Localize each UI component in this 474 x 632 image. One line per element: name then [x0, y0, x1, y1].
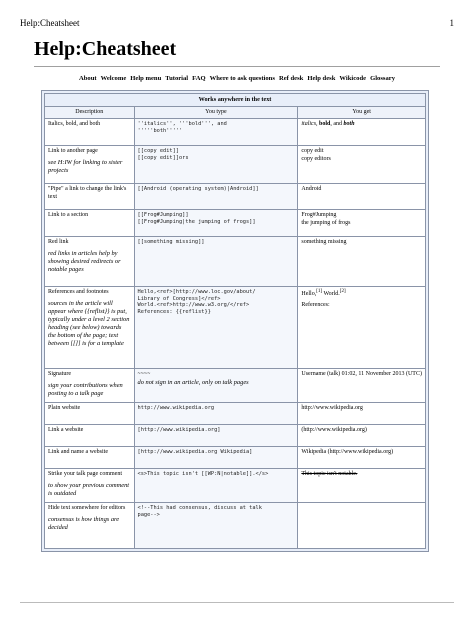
struck-text: This topic isn't notable. — [301, 471, 358, 478]
description-cell: Italics, bold, and both — [45, 119, 135, 146]
result-link[interactable]: (http://www.wikipedia.org) — [301, 427, 367, 434]
references-label: References: — [301, 301, 330, 308]
description-note: sources in the article will appear where {{reflist}} is put, typically under a level 2 section heading (see below) towards the bottom of the page; text between [[]] is for a template — [48, 299, 130, 347]
footer-rule — [20, 602, 454, 603]
result-link[interactable]: Wikipedia (http://www.wikipedia.org) — [301, 449, 394, 456]
running-header — [20, 18, 454, 28]
table-row-section-link — [45, 210, 426, 237]
page-number: 1 — [449, 18, 454, 28]
column-header-you-type: You type — [134, 106, 298, 119]
result-cell — [298, 469, 426, 503]
result-link[interactable]: Frog#Jumping — [301, 212, 337, 219]
table-row-references — [45, 287, 426, 369]
description-note: see H:IW for linking to sister projects — [48, 158, 123, 174]
description-cell: Red link red links in articles help by showing desired redirects or notable pages — [45, 237, 135, 287]
result-cell: Hello,[1] World.[2] References: — [298, 287, 426, 369]
markup-cell: ''italics'', '''bold''', and '''''both''''' — [134, 119, 298, 146]
result-cell — [298, 425, 426, 447]
table-row-hide-text — [45, 503, 426, 549]
table-row-red-link — [45, 237, 426, 287]
footnote-marker[interactable]: [2] — [339, 289, 346, 295]
description-cell: Link to a section — [45, 210, 135, 237]
table-row-strike-comment — [45, 469, 426, 503]
result-cell — [298, 369, 426, 403]
nav-link-where-to-ask[interactable]: Where to ask questions — [209, 75, 275, 82]
table-row-pipe-link — [45, 184, 426, 210]
table-row-link-website — [45, 425, 426, 447]
nav-link-glossary[interactable]: Glossary — [370, 75, 395, 82]
result-cell — [298, 184, 426, 210]
table-row-link-page — [45, 146, 426, 184]
page-title: Help:Cheatsheet — [34, 38, 177, 60]
cheatsheet-table — [44, 93, 426, 549]
description-cell: "Pipe" a link to change the link's text — [45, 184, 135, 210]
column-header-you-get: You get — [298, 106, 426, 119]
table-row-italics-bold — [45, 119, 426, 146]
markup-cell: [[Android (operating system)|Android]] — [134, 184, 298, 210]
result-cell — [298, 210, 426, 237]
description-note: to show your previous comment is outdated — [48, 481, 130, 497]
markup-cell: [[Frog#Jumping]] [[Frog#Jumping|the jumping of frogs]] — [134, 210, 298, 237]
help-nav-links — [34, 75, 440, 82]
description-cell: Link to another page see H:IW for linking to sister projects — [45, 146, 135, 184]
markup-cell: [[something missing]] — [134, 237, 298, 287]
description-note: consensus is how things are decided — [48, 515, 120, 531]
nav-link-welcome[interactable]: Welcome — [100, 75, 127, 82]
description-cell: Signature sign your contributions when posting to a talk page — [45, 369, 135, 403]
result-cell: italics, bold, and both — [298, 119, 426, 146]
result-cell — [298, 146, 426, 184]
markup-cell: [http://www.wikipedia.org] — [134, 425, 298, 447]
column-header-description: Description — [45, 106, 135, 119]
signature-text: Username (talk) 01:02, 11 November 2013 (UTC) — [301, 371, 422, 378]
nav-link-about[interactable]: About — [79, 75, 97, 82]
nav-link-help-menu[interactable]: Help menu — [130, 75, 162, 82]
description-cell: Strike your talk page comment to show your previous comment is outdated — [45, 469, 135, 503]
cheatsheet-box — [41, 90, 429, 552]
footnote-marker[interactable]: [1] — [316, 289, 323, 295]
table-row-signature — [45, 369, 426, 403]
result-cell — [298, 237, 426, 287]
markup-cell: ~~~~ do not sign in an article, only on talk pages — [134, 369, 298, 403]
description-note: red links in articles help by showing desired redirects or notable pages — [48, 249, 121, 273]
table-row-named-website — [45, 447, 426, 469]
markup-cell: [[copy edit]] [[copy edit]]ors — [134, 146, 298, 184]
result-cell-empty — [298, 503, 426, 549]
markup-note: do not sign in an article, only on talk pages — [137, 378, 249, 386]
result-link[interactable]: http://www.wikipedia.org — [301, 405, 363, 412]
result-link[interactable]: Android — [301, 186, 322, 193]
result-cell — [298, 447, 426, 469]
markup-cell: [http://www.wikipedia.org Wikipedia] — [134, 447, 298, 469]
result-link[interactable]: something missing — [301, 239, 347, 246]
description-cell: Link a website — [45, 425, 135, 447]
description-cell: Plain website — [45, 403, 135, 425]
markup-cell: <s>This topic isn't [[WP:N|notable]].</s> — [134, 469, 298, 503]
result-cell — [298, 403, 426, 425]
nav-link-tutorial[interactable]: Tutorial — [165, 75, 189, 82]
description-cell: References and footnotes sources in the article will appear where {{reflist}} is put, typically under a level 2 section heading (see below) towards the bottom of the page; text between [[]] is for a template — [45, 287, 135, 369]
description-note: sign your contributions when posting to a talk page — [48, 381, 123, 397]
nav-link-help-desk[interactable]: Help desk — [307, 75, 336, 82]
markup-cell: <!--This had consensus, discuss at talk page--> — [134, 503, 298, 549]
description-cell: Link and name a website — [45, 447, 135, 469]
nav-link-wikicode[interactable]: Wikicode — [339, 75, 367, 82]
result-link[interactable]: the jumping of frogs — [301, 219, 351, 226]
description-cell: Hide text somewhere for editors consensus is how things are decided — [45, 503, 135, 549]
table-caption: Works anywhere in the text — [45, 94, 426, 107]
nav-link-ref-desk[interactable]: Ref desk — [278, 75, 304, 82]
result-link[interactable]: copy editors — [301, 155, 331, 162]
markup-cell: Hello,<ref>[http://www.loc.gov/about/ Library of Congress]</ref> World.<ref>http://www.w3.org/</ref> References: {{reflist}} — [134, 287, 298, 369]
running-title: Help:Cheatsheet — [20, 18, 80, 28]
table-row-plain-website — [45, 403, 426, 425]
nav-link-faq[interactable]: FAQ — [192, 75, 206, 82]
markup-cell: http://www.wikipedia.org — [134, 403, 298, 425]
result-link[interactable]: copy edit — [301, 148, 324, 155]
title-rule — [34, 66, 440, 67]
